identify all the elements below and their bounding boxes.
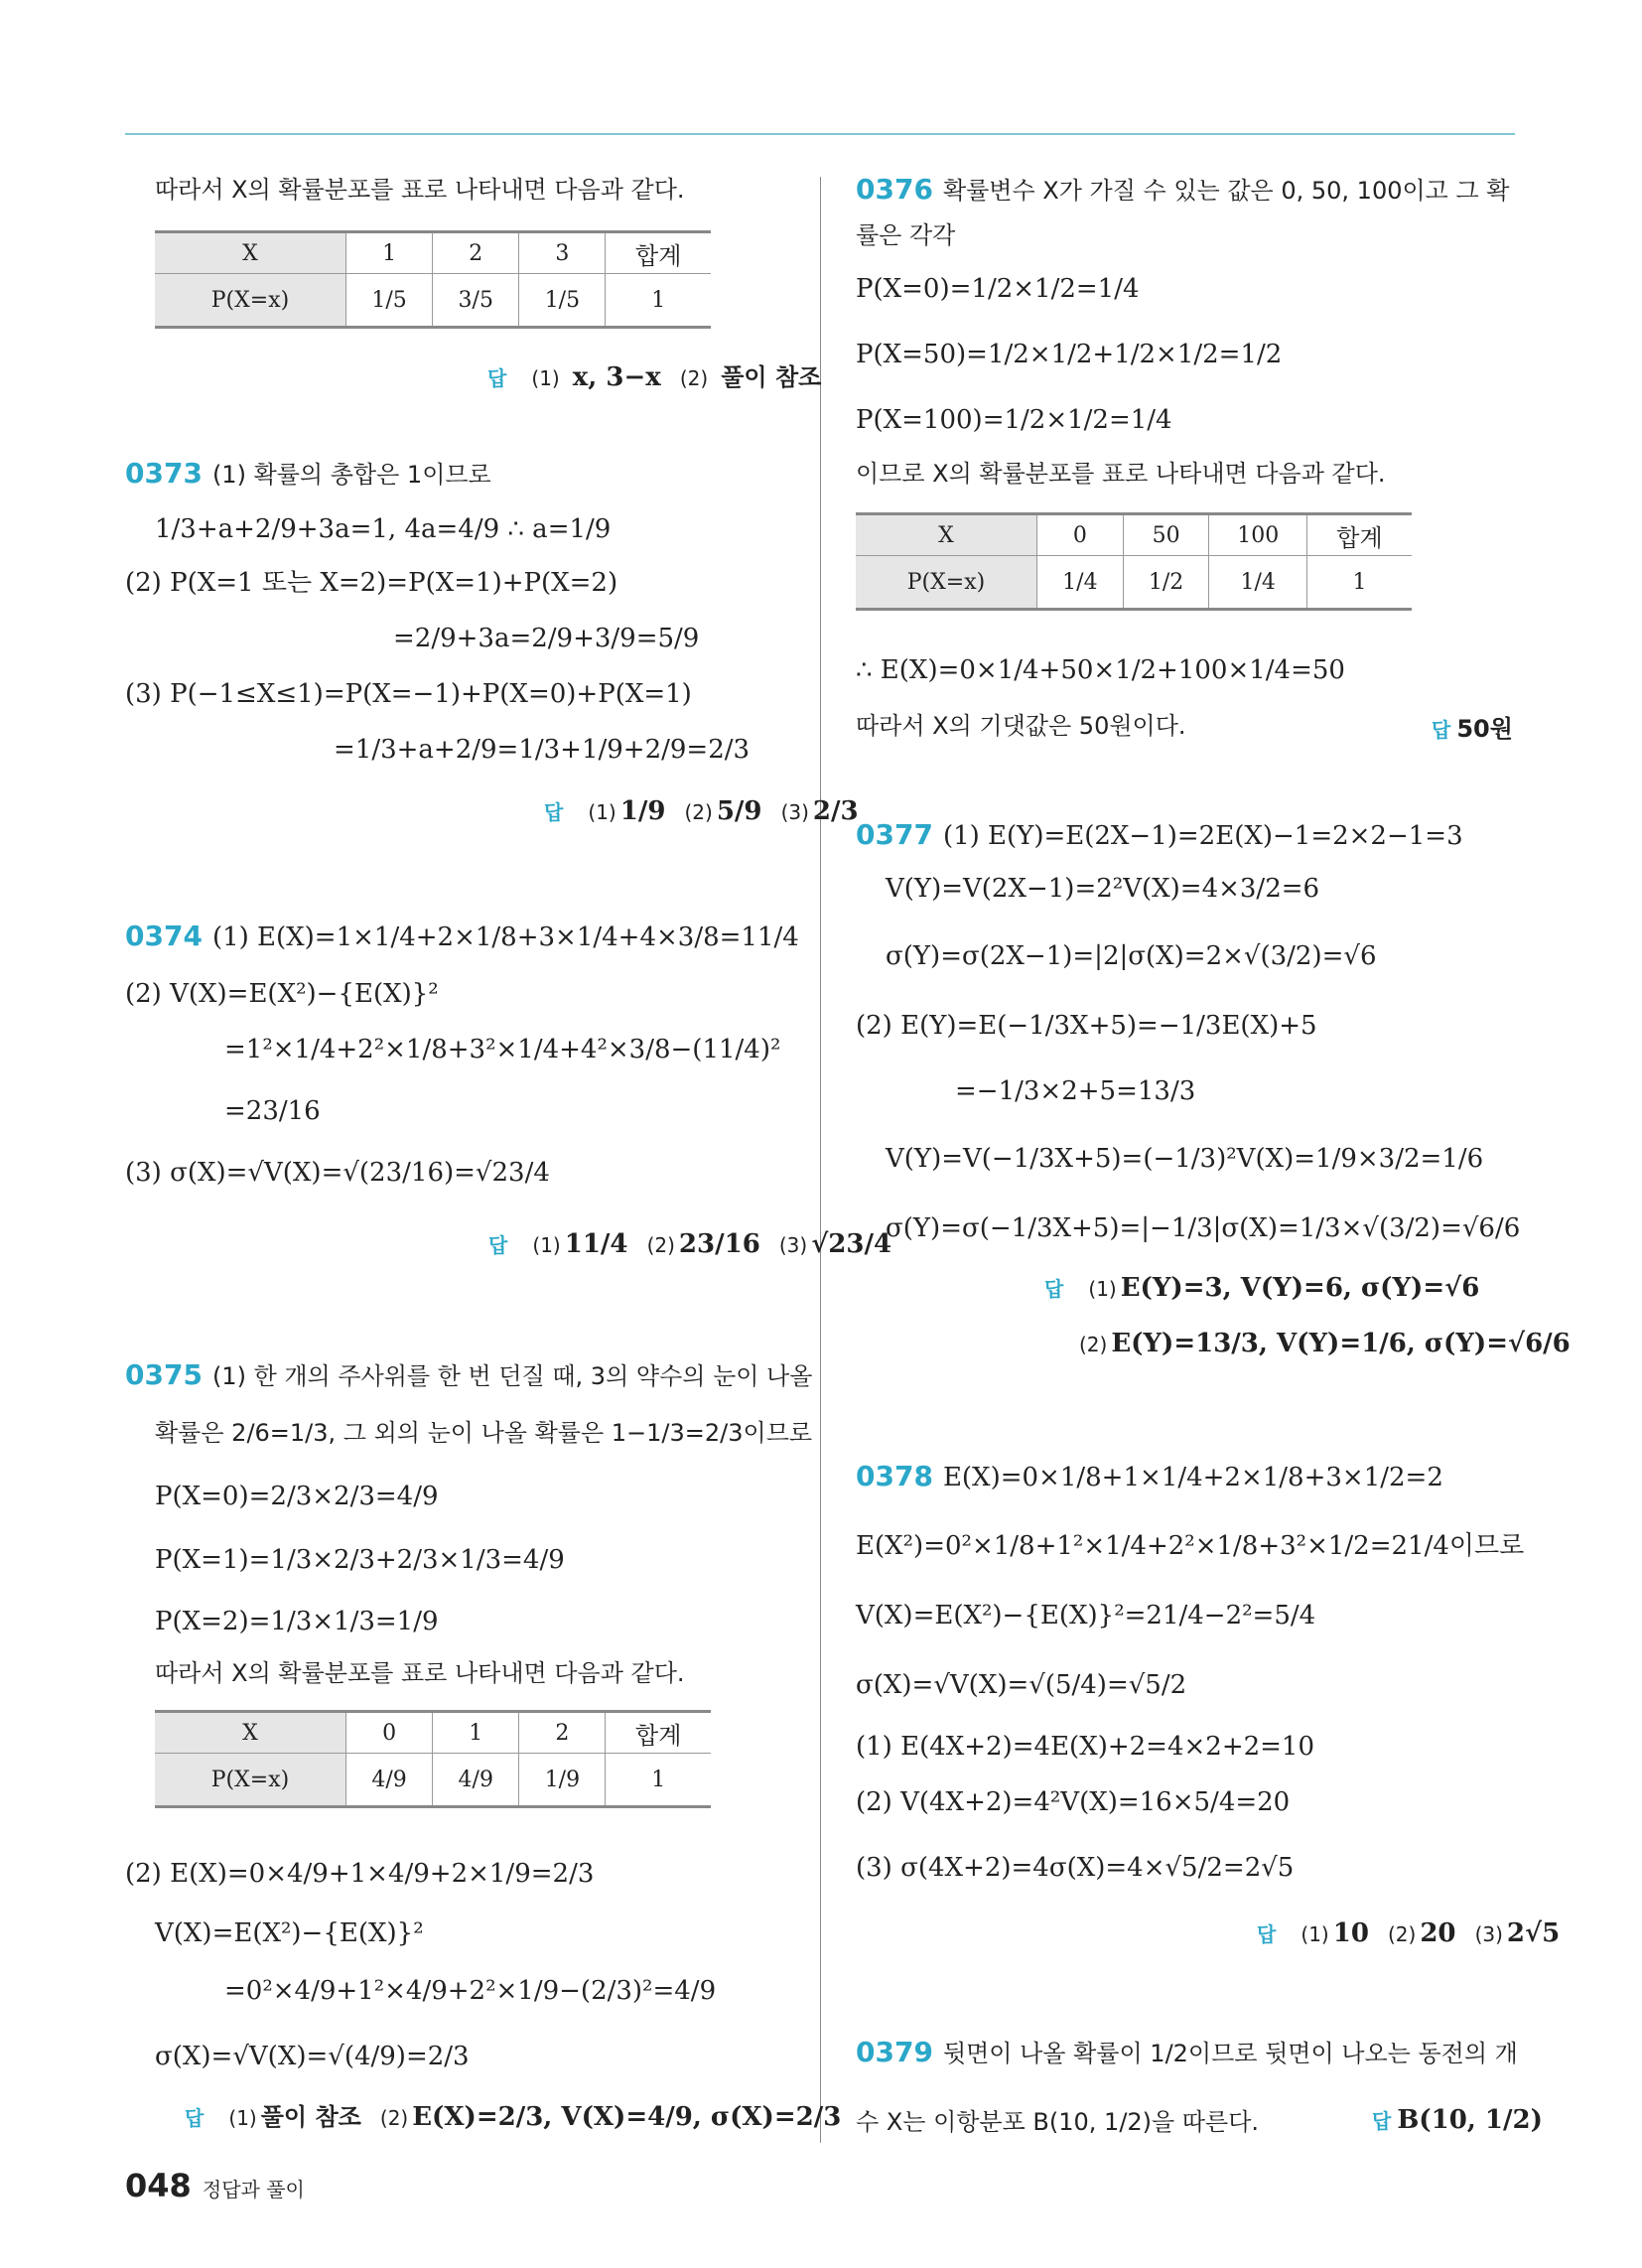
answer-label: (1)	[1088, 1277, 1117, 1301]
table-cell: 3	[519, 232, 606, 274]
problem-number: 0379	[856, 2036, 933, 2068]
answer-label: (2)	[1387, 1922, 1417, 1946]
solution-line: P(X=2)=1/3×1/3=1/9	[155, 1607, 439, 1636]
answer-tag: 답	[544, 800, 564, 824]
answer-label: (2)	[646, 1233, 675, 1257]
answer-tag: 답	[1257, 1922, 1277, 1946]
answer-value: 50원	[1456, 715, 1513, 743]
solution-line: (2) P(X=1 또는 X=2)=P(X=1)+P(X=2)	[125, 568, 618, 598]
answer-value: 1/9	[619, 796, 666, 826]
solution-line: 따라서 X의 기댓값은 50원이다.	[856, 712, 1186, 740]
table-cell: 3/5	[433, 274, 519, 328]
table-cell: P(X=x)	[856, 556, 1037, 610]
solution-line: =1/3+a+2/9=1/3+1/9+2/9=2/3	[334, 735, 751, 765]
table-cell: 100	[1209, 514, 1307, 556]
solution-line: 확률은 2/6=1/3, 그 외의 눈이 나올 확률은 1−1/3=2/3이므로	[155, 1419, 813, 1447]
answer-0379	[1372, 2105, 1543, 2135]
problem-number: 0377	[856, 818, 933, 851]
answer-0375	[185, 2097, 841, 2132]
answer-tag: 답	[185, 2106, 205, 2130]
answer-value: E(X)=2/3, V(X)=4/9, σ(X)=2/3	[412, 2102, 842, 2132]
answer-value: 2/3	[812, 796, 859, 826]
answer-0374	[488, 1229, 891, 1259]
answer-tag: 답	[487, 366, 507, 390]
answer-tag: 답	[1044, 1277, 1064, 1301]
solution-line: =2/9+3a=2/9+3/9=5/9	[393, 624, 700, 653]
solution-line: (3) σ(4X+2)=4σ(X)=4×√5/2=2√5	[856, 1853, 1295, 1883]
intro-text: 따라서 X의 확률분포를 표로 나타내면 다음과 같다.	[155, 176, 685, 204]
table-cell: P(X=x)	[155, 274, 346, 328]
solution-line: 수 X는 이항분포 B(10, 1/2)을 따른다.	[856, 2108, 1260, 2136]
table-cell: 2	[519, 1712, 606, 1754]
solution-line: (2) V(X)=E(X²)−{E(X)}²	[125, 979, 439, 1009]
answer-label: (2)	[1079, 1333, 1108, 1356]
answer-0377-1	[1044, 1273, 1479, 1303]
solution-line: V(Y)=V(2X−1)=2²V(X)=4×3/2=6	[886, 874, 1320, 904]
table-cell: 4/9	[433, 1754, 519, 1807]
problem-0377-line	[856, 818, 1463, 853]
solution-line: (3) P(−1≤X≤1)=P(X=−1)+P(X=0)+P(X=1)	[125, 679, 692, 709]
solution-line: P(X=50)=1/2×1/2+1/2×1/2=1/2	[856, 340, 1283, 369]
table-cell: 1	[346, 232, 433, 274]
answer-0377-2	[1069, 1329, 1571, 1358]
answer-value: 10	[1332, 1918, 1369, 1948]
problem-number: 0376	[856, 173, 933, 206]
answer-value: E(Y)=13/3, V(Y)=1/6, σ(Y)=√6/6	[1111, 1329, 1571, 1358]
solution-line: σ(Y)=σ(2X−1)=|2|σ(X)=2×√(3/2)=√6	[886, 941, 1377, 971]
problem-0376-line	[856, 173, 1510, 208]
problem-number: 0375	[125, 1358, 203, 1391]
solution-line: =−1/3×2+5=13/3	[955, 1076, 1196, 1106]
answer-tag: 답	[488, 1233, 508, 1257]
solution-text: (1) 한 개의 주사위를 한 번 던질 때, 3의 약수의 눈이 나올	[211, 1362, 813, 1390]
solution-line: σ(X)=√V(X)=√(4/9)=2/3	[155, 2042, 470, 2071]
solution-line: =1²×1/4+2²×1/8+3²×1/4+4²×3/8−(11/4)²	[224, 1035, 781, 1064]
column-divider	[820, 177, 821, 2143]
table-cell: 4/9	[346, 1754, 433, 1807]
answer-label: (2)	[684, 800, 713, 824]
solution-line: P(X=100)=1/2×1/2=1/4	[856, 405, 1172, 435]
answer-value: 2√5	[1506, 1918, 1561, 1948]
answer-label: (3)	[778, 1233, 808, 1257]
problem-0375-line	[125, 1358, 812, 1393]
answer-value: 11/4	[564, 1229, 628, 1259]
solution-line: 률은 각각	[856, 221, 956, 249]
answer-tag: 답	[1372, 2109, 1392, 2133]
probability-table-1	[155, 230, 711, 329]
answer-0376	[1432, 709, 1513, 744]
table-cell: 1/4	[1209, 556, 1307, 610]
solution-line: =23/16	[224, 1096, 321, 1126]
problem-number: 0373	[125, 457, 203, 490]
table-cell: 1/2	[1123, 556, 1209, 610]
table-cell: X	[155, 232, 346, 274]
answer-0378	[1257, 1918, 1560, 1948]
answer-value: E(Y)=3, V(Y)=6, σ(Y)=√6	[1120, 1273, 1480, 1303]
solution-line: V(X)=E(X²)−{E(X)}²=21/4−2²=5/4	[856, 1601, 1316, 1630]
table-cell: 50	[1123, 514, 1209, 556]
probability-table-0376	[856, 512, 1412, 611]
answer-label: (2)	[379, 2106, 409, 2130]
table-cell: 합계	[635, 1721, 682, 1750]
answer-label: (3)	[1474, 1922, 1503, 1946]
answer-value: B(10, 1/2)	[1397, 2105, 1543, 2135]
solution-line: 1/3+a+2/9+3a=1, 4a=4/9 ∴ a=1/9	[155, 514, 612, 544]
answer-0372	[487, 357, 821, 392]
solution-line: 이므로 X의 확률분포를 표로 나타내면 다음과 같다.	[856, 460, 1386, 488]
answer-value: 풀이 참조	[260, 2103, 361, 2131]
problem-0379-line	[856, 2036, 1518, 2070]
answer-value: 23/16	[678, 1229, 760, 1259]
table-cell: 1/9	[519, 1754, 606, 1807]
table-cell: 합계	[635, 241, 682, 270]
solution-line: 따라서 X의 확률분포를 표로 나타내면 다음과 같다.	[155, 1659, 685, 1687]
solution-line: (1) E(4X+2)=4E(X)+2=4×2+2=10	[856, 1732, 1315, 1762]
solution-text: (1) E(Y)=E(2X−1)=2E(X)−1=2×2−1=3	[942, 821, 1463, 851]
table-cell: 1/5	[519, 274, 606, 328]
solution-line: V(Y)=V(−1/3X+5)=(−1/3)²V(X)=1/9×3/2=1/6	[886, 1144, 1484, 1174]
table-cell: 1	[1352, 569, 1367, 595]
answer-label: (2)	[679, 366, 709, 390]
table-cell: 1	[651, 287, 666, 313]
solution-text: (1) 확률의 총합은 1이므로	[211, 461, 491, 489]
table-cell: P(X=x)	[155, 1754, 346, 1807]
table-cell: 1	[651, 1767, 666, 1792]
table-cell: 0	[346, 1712, 433, 1754]
problem-number: 0374	[125, 920, 203, 952]
table-cell: 1/5	[346, 274, 433, 328]
solution-line: (2) V(4X+2)=4²V(X)=16×5/4=20	[856, 1787, 1291, 1817]
problem-number: 0378	[856, 1460, 933, 1492]
solution-line: P(X=1)=1/3×2/3+2/3×1/3=4/9	[155, 1545, 565, 1575]
answer-0373	[544, 796, 859, 826]
answer-label: (1)	[531, 366, 560, 390]
answer-label: (1)	[532, 1233, 561, 1257]
solution-line: P(X=0)=1/2×1/2=1/4	[856, 274, 1140, 304]
solution-text: 확률변수 X가 가질 수 있는 값은 0, 50, 100이고 그 확	[942, 177, 1510, 205]
solution-text: E(X)=0×1/8+1×1/4+2×1/8+3×1/2=2	[942, 1463, 1443, 1492]
problem-0373-line	[125, 457, 491, 492]
solution-line: σ(Y)=σ(−1/3X+5)=|−1/3|σ(X)=1/3×√(3/2)=√6/6	[886, 1213, 1521, 1243]
answer-label: (1)	[228, 2106, 257, 2130]
answer-value: x, 3−x	[572, 362, 661, 392]
answer-tag: 답	[1432, 718, 1451, 742]
header-rule	[125, 133, 1515, 135]
page-number: 048	[125, 2167, 192, 2204]
table-cell: X	[856, 514, 1037, 556]
answer-value: 풀이 참조	[721, 363, 822, 391]
table-cell: 1/4	[1037, 556, 1124, 610]
solution-text: 뒷면이 나올 확률이 1/2이므로 뒷면이 나오는 동전의 개	[942, 2040, 1518, 2067]
solution-text: (1) E(X)=1×1/4+2×1/8+3×1/4+4×3/8=11/4	[211, 922, 799, 952]
table-cell: 2	[433, 232, 519, 274]
answer-label: (3)	[780, 800, 809, 824]
solution-line: V(X)=E(X²)−{E(X)}²	[155, 1918, 424, 1948]
table-cell: X	[155, 1712, 346, 1754]
table-cell: 1	[433, 1712, 519, 1754]
problem-0374-line	[125, 920, 799, 954]
answer-value: 5/9	[716, 796, 762, 826]
problem-0378-line	[856, 1460, 1443, 1494]
page-footer	[125, 2167, 305, 2204]
footer-label: 정답과 풀이	[202, 2178, 305, 2201]
answer-value: √23/4	[811, 1229, 892, 1259]
solution-line: ∴ E(X)=0×1/4+50×1/2+100×1/4=50	[856, 655, 1345, 685]
table-cell: 합계	[1336, 523, 1383, 552]
solution-line: (3) σ(X)=√V(X)=√(23/16)=√23/4	[125, 1158, 550, 1188]
answer-label: (1)	[1300, 1922, 1329, 1946]
answer-value: 20	[1420, 1918, 1456, 1948]
solution-line: (2) E(Y)=E(−1/3X+5)=−1/3E(X)+5	[856, 1011, 1317, 1041]
solution-line: σ(X)=√V(X)=√(5/4)=√5/2	[856, 1670, 1187, 1700]
solution-line: P(X=0)=2/3×2/3=4/9	[155, 1482, 439, 1511]
probability-table-0375	[155, 1710, 711, 1808]
solution-line: E(X²)=0²×1/8+1²×1/4+2²×1/8+3²×1/2=21/4이므로	[856, 1531, 1525, 1561]
solution-line: (2) E(X)=0×4/9+1×4/9+2×1/9=2/3	[125, 1859, 595, 1889]
solution-line: =0²×4/9+1²×4/9+2²×1/9−(2/3)²=4/9	[224, 1976, 717, 2006]
table-cell: 0	[1037, 514, 1124, 556]
answer-label: (1)	[588, 800, 616, 824]
